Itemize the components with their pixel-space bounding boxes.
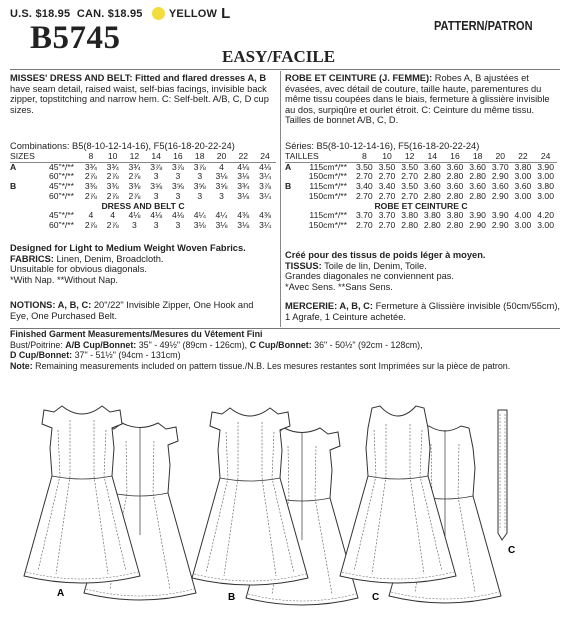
pattern-number: B5745: [30, 20, 121, 56]
yardage-table-fr: [285, 152, 557, 231]
table-row: 60"*/** 2⅞ 2⅞ 2⅞ 3 3 3 3 3⅛ 3¼: [48, 190, 272, 201]
size-header-row: TAILLES 8 10 12 14 16 18 20 22 24: [285, 152, 557, 162]
size-code: L: [221, 5, 231, 22]
technical-drawings: [0, 378, 570, 634]
table-row: 60"*/** 2⅞ 2⅞ 2⅞ 3 3 3 3⅛ 3⅛ 3¼: [48, 171, 272, 182]
difficulty-label: EASY/FACILE: [222, 47, 336, 66]
header-divider: [10, 69, 560, 70]
finished-measurements: Finished Garment Measurements/Mesures du Vêtement Fini Bust/Poitrine: A/B Cup/Bonnet: 35" - 49½" (89cm - 126cm), C Cup/Bonnet: 36" - 50½" (92cm - 128cm), D Cup/Bonnet: 37" - 51½" (94cm - 131cm) Note: Remaining measurements included on pattern tissue./N.B. Les mesures restantes sont Imprimées sur la pièce de patron.: [10, 329, 511, 371]
color-label: YELLOW: [168, 8, 218, 20]
view-b-drawing: [192, 408, 358, 605]
view-a-label: A: [57, 588, 65, 599]
table-section-row: ROBE ET CEINTURE C: [374, 200, 468, 211]
size-header-row: SIZES 8 10 12 14 16 18 20 22 24: [10, 152, 276, 162]
table-row: 150cm*/** 2.70 2.70 2.80 2.80 2.80 2.90 2.90 3.00 3.00: [308, 219, 554, 230]
table-section-row: DRESS AND BELT C: [101, 200, 185, 211]
table-row: 115cm*/** 3.70 3.70 3.80 3.80 3.80 3.90 3.90 4.00 4.20: [309, 210, 554, 221]
notions-en: NOTIONS: A, B, C: 20"/22" Invisible Zipper, One Hook and Eye, One Purchased Belt.: [10, 300, 254, 321]
series-line: Séries: B5(8-10-12-14-16), F5(16-18-20-22-24): [285, 141, 480, 151]
table-row: 150cm*/** 2.70 2.70 2.70 2.80 2.80 2.80 2.90 3.00 3.00: [308, 190, 554, 201]
belt-drawing: [498, 410, 507, 540]
combinations-line: Combinations: B5(8-10-12-14-16), F5(16-18-20-22-24): [10, 141, 235, 151]
pattern-label: PATTERN/PATRON: [434, 18, 533, 33]
belt-label: C: [508, 545, 516, 556]
french-description: ROBE ET CEINTURE (J. FEMME): Robes A, B ajustées et évasées, avec détail de couture, taille haute, parementures du même tissu coupées dans le biais, fermeture à glissière invisible au dos, surpiqûre et ourlet étroit. C: Ceinture du même tissu. Tailles de bonnet A/B, C, D.: [285, 73, 550, 126]
table-row: A 45"*/** 3¾ 3¾ 3¾ 3⅞ 3⅞ 3⅞ 4 4⅛ 4⅛: [10, 161, 272, 172]
table-row: A 115cm*/** 3.50 3.50 3.50 3.60 3.60 3.60 3.70 3.80 3.90: [285, 161, 554, 172]
table-row: B 45"*/** 3⅜ 3⅜ 3⅜ 3⅝ 3⅝ 3⅝ 3⅝ 3¾ 3⅞: [10, 181, 272, 192]
english-description: MISSES' DRESS AND BELT: Fitted and flared dresses A, B have seam detail, raised waist, self-bias facings, invisible back zipper, topstitching and narrow hem. C: Self-belt. A/B, C, D cup sizes.: [10, 73, 269, 115]
yardage-table-en: [10, 152, 276, 231]
price-us: U.S. $18.95: [10, 8, 71, 20]
fabrics-fr: Créé pour des tissus de poids léger à moyen. TISSUS: Toile de lin, Denim, Toile. Grandes diagonales ne conviennent pas. *Avec Sens. **Sans Sens.: [285, 250, 486, 292]
color-dot-icon: [152, 7, 165, 20]
view-b-label: B: [228, 592, 236, 603]
view-c-drawing: [340, 406, 501, 603]
table-row: 45"*/** 4 4 4⅛ 4⅛ 4⅛ 4¼ 4¼ 4⅜ 4⅜: [48, 210, 272, 221]
column-divider: [280, 71, 281, 327]
fabrics-en: Designed for Light to Medium Weight Woven Fabrics. FABRICS: Linen, Denim, Broadcloth. Unsuitable for obvious diagonals. *With Nap. **Without Nap.: [10, 243, 246, 285]
view-c-label: C: [372, 592, 380, 603]
view-a-drawing: [24, 406, 196, 600]
table-row: 150cm*/** 2.70 2.70 2.70 2.80 2.80 2.80 2.90 3.00 3.00: [308, 171, 554, 182]
table-row: B 115cm*/** 3.40 3.40 3.50 3.60 3.60 3.60 3.60 3.60 3.80: [285, 181, 554, 192]
table-row: 60"*/** 2⅞ 2⅞ 3 3 3 3⅛ 3⅛ 3⅛ 3¼: [48, 219, 272, 230]
price-can: CAN. $18.95: [76, 8, 143, 20]
notions-fr: MERCERIE: A, B, C: Fermeture à Glissière invisible (50cm/55cm), 1 Agrafe, 1 Ceinture achetée.: [285, 301, 561, 322]
